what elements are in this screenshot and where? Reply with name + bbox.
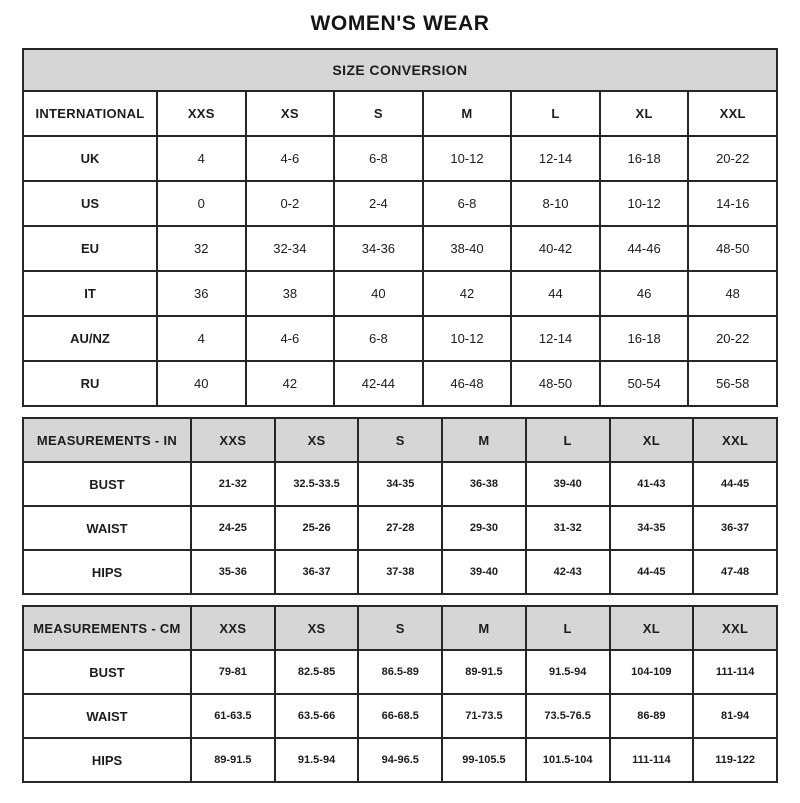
value-cell: 14-16 [688, 181, 777, 226]
value-cell: 86.5-89 [358, 650, 442, 694]
value-cell: 46-48 [423, 361, 512, 406]
size-column-header: XL [600, 91, 689, 136]
value-cell: 94-96.5 [358, 738, 442, 782]
value-cell: 12-14 [511, 316, 600, 361]
value-cell: 4 [157, 136, 246, 181]
column-header-row [23, 606, 777, 650]
value-cell: 91.5-94 [275, 738, 359, 782]
row-label: BUST [23, 650, 191, 694]
value-cell: 101.5-104 [526, 738, 610, 782]
value-cell: 42 [246, 361, 335, 406]
value-cell: 111-114 [610, 738, 694, 782]
value-cell: 6-8 [423, 181, 512, 226]
table-row [23, 271, 777, 316]
value-cell: 48 [688, 271, 777, 316]
size-column-header: S [358, 606, 442, 650]
value-cell: 119-122 [693, 738, 777, 782]
value-cell: 21-32 [191, 462, 275, 506]
column-header-row [23, 91, 777, 136]
value-cell: 40-42 [511, 226, 600, 271]
value-cell: 91.5-94 [526, 650, 610, 694]
table-row [23, 181, 777, 226]
row-label: US [23, 181, 157, 226]
row-label: IT [23, 271, 157, 316]
size-conversion-caption: SIZE CONVERSION [23, 49, 777, 91]
value-cell: 10-12 [423, 136, 512, 181]
size-column-header: M [442, 606, 526, 650]
value-cell: 82.5-85 [275, 650, 359, 694]
value-cell: 16-18 [600, 316, 689, 361]
table-caption-row [23, 49, 777, 91]
value-cell: 89-91.5 [442, 650, 526, 694]
value-cell: 42-43 [526, 550, 610, 594]
size-column-header: XXL [693, 606, 777, 650]
table-row [23, 462, 777, 506]
value-cell: 34-36 [334, 226, 423, 271]
value-cell: 4-6 [246, 316, 335, 361]
value-cell: 16-18 [600, 136, 689, 181]
size-conversion-table [22, 48, 778, 407]
size-column-header: L [526, 606, 610, 650]
row-label: AU/NZ [23, 316, 157, 361]
row-label: WAIST [23, 694, 191, 738]
value-cell: 79-81 [191, 650, 275, 694]
value-cell: 32.5-33.5 [275, 462, 359, 506]
size-column-header: XXS [191, 606, 275, 650]
size-column-header: XS [275, 418, 359, 462]
value-cell: 34-35 [358, 462, 442, 506]
value-cell: 24-25 [191, 506, 275, 550]
value-cell: 73.5-76.5 [526, 694, 610, 738]
table-row [23, 136, 777, 181]
value-cell: 20-22 [688, 316, 777, 361]
value-cell: 12-14 [511, 136, 600, 181]
size-column-header: L [526, 418, 610, 462]
size-column-header: M [442, 418, 526, 462]
value-cell: 38 [246, 271, 335, 316]
value-cell: 41-43 [610, 462, 694, 506]
value-cell: 0 [157, 181, 246, 226]
measurements-in-table [22, 417, 778, 595]
value-cell: 71-73.5 [442, 694, 526, 738]
size-column-header: XXS [191, 418, 275, 462]
value-cell: 44-45 [610, 550, 694, 594]
table-row [23, 226, 777, 271]
value-cell: 35-36 [191, 550, 275, 594]
value-cell: 56-58 [688, 361, 777, 406]
value-cell: 32 [157, 226, 246, 271]
value-cell: 8-10 [511, 181, 600, 226]
value-cell: 34-35 [610, 506, 694, 550]
value-cell: 31-32 [526, 506, 610, 550]
value-cell: 111-114 [693, 650, 777, 694]
size-column-header: S [334, 91, 423, 136]
label-column-header: INTERNATIONAL [23, 91, 157, 136]
value-cell: 47-48 [693, 550, 777, 594]
value-cell: 99-105.5 [442, 738, 526, 782]
value-cell: 4-6 [246, 136, 335, 181]
value-cell: 42 [423, 271, 512, 316]
value-cell: 89-91.5 [191, 738, 275, 782]
value-cell: 0-2 [246, 181, 335, 226]
size-column-header: XXL [693, 418, 777, 462]
row-label: HIPS [23, 550, 191, 594]
value-cell: 36 [157, 271, 246, 316]
value-cell: 2-4 [334, 181, 423, 226]
value-cell: 61-63.5 [191, 694, 275, 738]
row-label: EU [23, 226, 157, 271]
row-label: UK [23, 136, 157, 181]
value-cell: 46 [600, 271, 689, 316]
row-label: RU [23, 361, 157, 406]
page-title: WOMEN'S WEAR [310, 12, 490, 35]
table-row [23, 550, 777, 594]
value-cell: 36-37 [275, 550, 359, 594]
measurements-cm-table [22, 605, 778, 783]
value-cell: 50-54 [600, 361, 689, 406]
value-cell: 44 [511, 271, 600, 316]
table-row [23, 361, 777, 406]
size-column-header: S [358, 418, 442, 462]
value-cell: 66-68.5 [358, 694, 442, 738]
value-cell: 32-34 [246, 226, 335, 271]
value-cell: 6-8 [334, 136, 423, 181]
value-cell: 39-40 [526, 462, 610, 506]
value-cell: 6-8 [334, 316, 423, 361]
value-cell: 37-38 [358, 550, 442, 594]
value-cell: 42-44 [334, 361, 423, 406]
size-column-header: XS [246, 91, 335, 136]
value-cell: 44-46 [600, 226, 689, 271]
value-cell: 10-12 [600, 181, 689, 226]
value-cell: 63.5-66 [275, 694, 359, 738]
column-header-row [23, 418, 777, 462]
value-cell: 48-50 [511, 361, 600, 406]
size-column-header: M [423, 91, 512, 136]
value-cell: 20-22 [688, 136, 777, 181]
row-label: WAIST [23, 506, 191, 550]
value-cell: 27-28 [358, 506, 442, 550]
value-cell: 39-40 [442, 550, 526, 594]
value-cell: 36-38 [442, 462, 526, 506]
value-cell: 104-109 [610, 650, 694, 694]
row-label: HIPS [23, 738, 191, 782]
value-cell: 48-50 [688, 226, 777, 271]
table-row [23, 316, 777, 361]
value-cell: 10-12 [423, 316, 512, 361]
label-column-header: MEASUREMENTS - IN [23, 418, 191, 462]
value-cell: 29-30 [442, 506, 526, 550]
value-cell: 4 [157, 316, 246, 361]
value-cell: 81-94 [693, 694, 777, 738]
row-label: BUST [23, 462, 191, 506]
label-column-header: MEASUREMENTS - CM [23, 606, 191, 650]
value-cell: 38-40 [423, 226, 512, 271]
table-row [23, 506, 777, 550]
value-cell: 44-45 [693, 462, 777, 506]
table-row [23, 738, 777, 782]
table-row [23, 694, 777, 738]
value-cell: 25-26 [275, 506, 359, 550]
size-column-header: L [511, 91, 600, 136]
table-row [23, 650, 777, 694]
size-column-header: XXL [688, 91, 777, 136]
size-column-header: XXS [157, 91, 246, 136]
size-column-header: XL [610, 606, 694, 650]
size-column-header: XL [610, 418, 694, 462]
value-cell: 36-37 [693, 506, 777, 550]
size-column-header: XS [275, 606, 359, 650]
value-cell: 40 [334, 271, 423, 316]
value-cell: 40 [157, 361, 246, 406]
value-cell: 86-89 [610, 694, 694, 738]
